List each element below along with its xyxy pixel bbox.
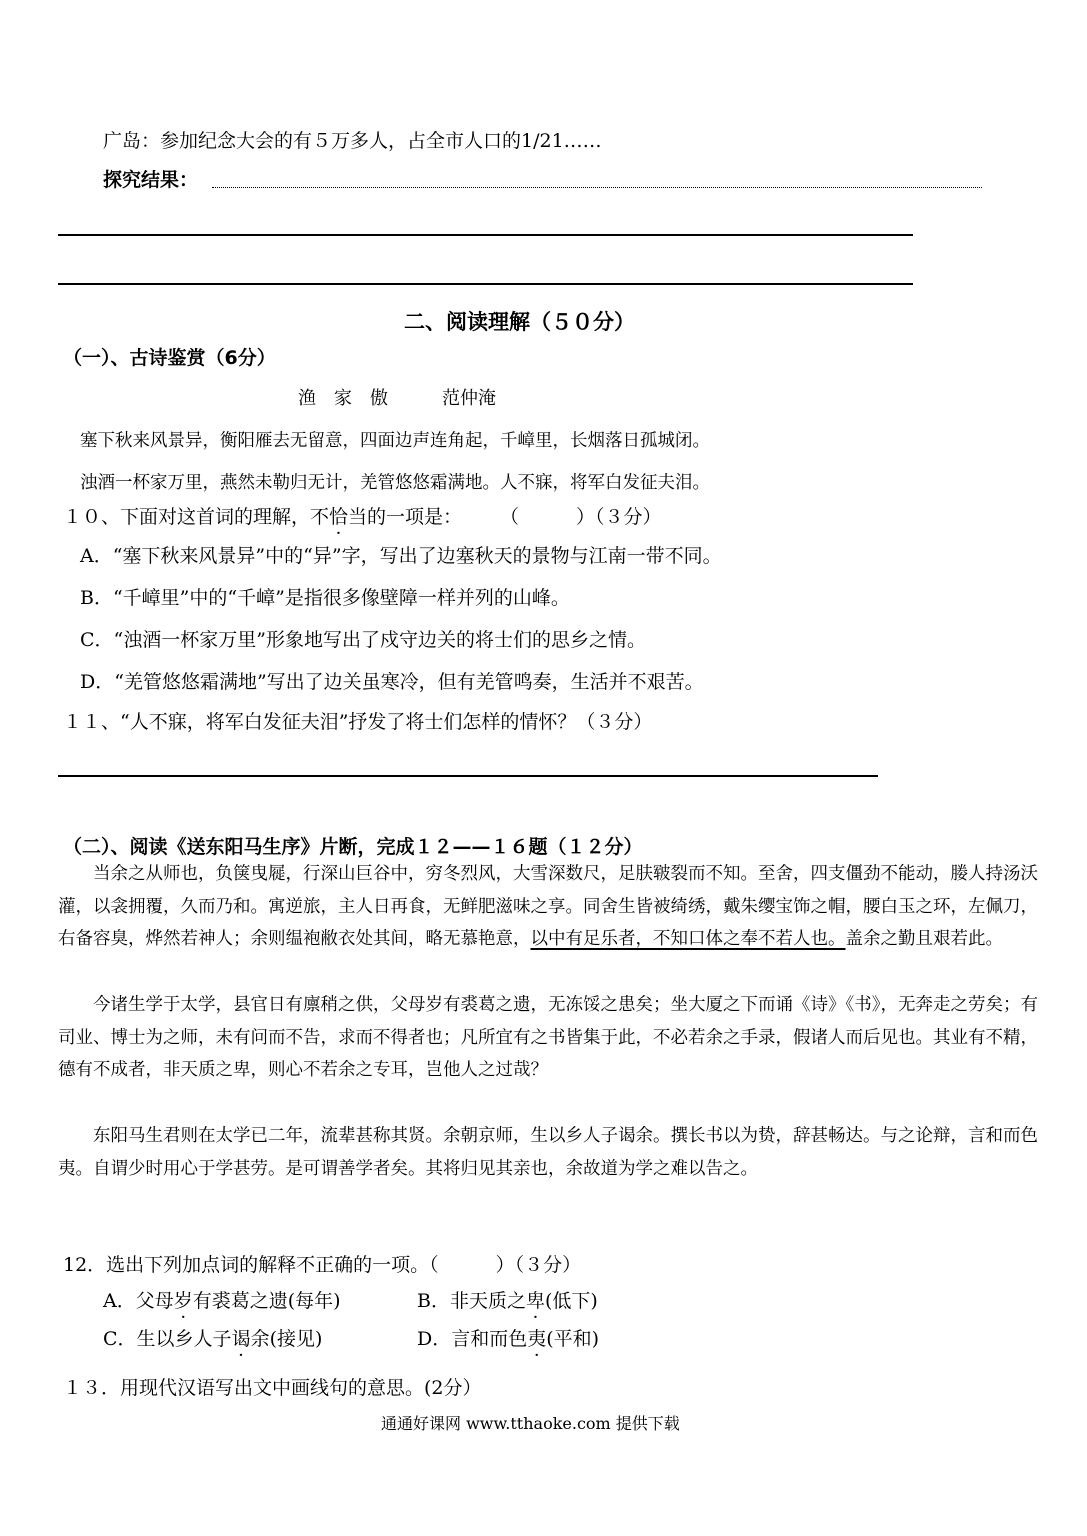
question-12: 12．选出下列加点词的解释不正确的一项。（ ）（３分） bbox=[63, 1254, 582, 1276]
q12-c-post: 余(接见) bbox=[250, 1328, 323, 1350]
poem-line-1: 塞下秋来风景异，衡阳雁去无留意，四面边声连角起，千嶂里，长烟落日孤城闭。 bbox=[80, 431, 710, 451]
part1-heading: （一）、古诗鉴赏（6分） bbox=[63, 347, 276, 369]
poem-line-2: 浊酒一杯家万里，燕然未勒归无计，羌管悠悠霜满地。人不寐，将军白发征夫泪。 bbox=[80, 473, 710, 493]
p1-after: 盖余之勤且艰若此。 bbox=[845, 929, 1003, 950]
q12-c-dotted: 谒 bbox=[231, 1328, 251, 1350]
q10-emphasis: 不恰当 bbox=[310, 506, 368, 528]
q10-option-b: B．“千嶂里”中的“千嶂”是指很多像壁障一样并列的山峰。 bbox=[80, 587, 570, 609]
q12-option-c bbox=[103, 1324, 322, 1351]
q12-c-pre: C．生以乡人子 bbox=[103, 1328, 232, 1350]
q12-d-dotted: 夷 bbox=[527, 1328, 547, 1350]
q12-option-b bbox=[417, 1286, 598, 1313]
q12-d-post: (平和) bbox=[546, 1328, 600, 1350]
q10-suffix: 的一项是： （ ）（３分） bbox=[367, 506, 662, 528]
result-label: 探究结果： bbox=[103, 169, 199, 191]
q12-option-a bbox=[103, 1286, 341, 1313]
q12-a-post: 有裘葛之遗(每年) bbox=[192, 1290, 341, 1312]
q12-b-dotted: 卑 bbox=[525, 1290, 545, 1312]
guangdao-text: 广岛：参加纪念大会的有５万多人，占全市人口的1/21…… bbox=[103, 130, 602, 152]
answer-dotted-line bbox=[212, 187, 982, 188]
q12-b-pre: B．非天质之 bbox=[417, 1290, 526, 1312]
answer-line-1 bbox=[58, 234, 913, 236]
question-11: １１、“人不寐，将军白发征夫泪”抒发了将士们怎样的情怀？（３分） bbox=[63, 711, 653, 733]
q10-option-a: A．“塞下秋来风景异”中的“异”字，写出了边塞秋天的景物与江南一带不同。 bbox=[80, 545, 722, 567]
p1-underlined-sentence: 以中有足乐者，不知口体之奉不若人也。 bbox=[530, 929, 846, 950]
q12-d-pre: D．言和而色 bbox=[417, 1328, 528, 1350]
poem-title: 渔 家 傲 范仲淹 bbox=[298, 388, 496, 409]
q10-option-c: C．“浊酒一杯家万里”形象地写出了戍守边关的将士们的思乡之情。 bbox=[80, 629, 646, 651]
q12-option-d bbox=[417, 1324, 599, 1351]
p1-before: 当余之从师也，负箧曳屣，行深山巨谷中，穷冬烈风，大雪深数尺，足肤皲裂而不知。至舍，四支僵劲不能动，媵人持汤沃灌，以衾拥覆，久而乃和。寓逆旅，主人日再食，无鲜肥滋味之享。同舍生皆被绮绣，戴朱缨宝饰之帽，腰白玉之环，左佩刀，右备容臭，烨然若神人；余则缊袍敝衣处其间，略无慕艳意， bbox=[58, 864, 1038, 950]
q11-answer-line bbox=[58, 775, 878, 777]
part2-heading: （二）、阅读《送东阳马生序》片断，完成１２——１６题（１２分） bbox=[63, 836, 643, 858]
passage-paragraph-2: 今诸生学于太学，县官日有廪稍之供，父母岁有裘葛之遗，无冻馁之患矣；坐大厦之下而诵《诗》《书》，无奔走之劳矣；有司业、博士为之师，未有问而不告，求而不得者也；凡所宜有之书皆集于此，不必若余之手录，假诸人而后见也。其业有不精，德有不成者，非天质之卑，则心不若余之专耳，岂他人之过哉？ bbox=[58, 995, 1038, 1081]
q10-option-d: D．“羌管悠悠霜满地”写出了边关虽寒冷，但有羌管鸣奏，生活并不艰苦。 bbox=[80, 671, 704, 693]
answer-line-2 bbox=[58, 283, 913, 285]
question-10 bbox=[63, 502, 662, 529]
q12-a-pre: A．父母 bbox=[103, 1290, 174, 1312]
question-13: １３．用现代汉语写出文中画线句的意思。(2分） bbox=[63, 1377, 482, 1399]
q12-a-dotted: 岁 bbox=[173, 1290, 193, 1312]
passage-paragraph-3: 东阳马生君则在太学已二年，流辈甚称其贤。余朝京师，生以乡人子谒余。撰长书以为贽，辞甚畅达。与之论辩，言和而色夷。自谓少时用心于学甚劳。是可谓善学者矣。其将归见其亲也，余故道为学之难以告之。 bbox=[58, 1126, 1038, 1179]
passage-paragraph-1 bbox=[58, 858, 1038, 956]
q12-b-post: (低下) bbox=[544, 1290, 598, 1312]
footer-text: 通通好课网 www.tthaoke.com 提供下载 bbox=[381, 1414, 680, 1433]
q10-prefix: １０、下面对这首词的理解， bbox=[63, 506, 311, 528]
section-title: 二、阅读理解（５０分） bbox=[404, 310, 635, 334]
